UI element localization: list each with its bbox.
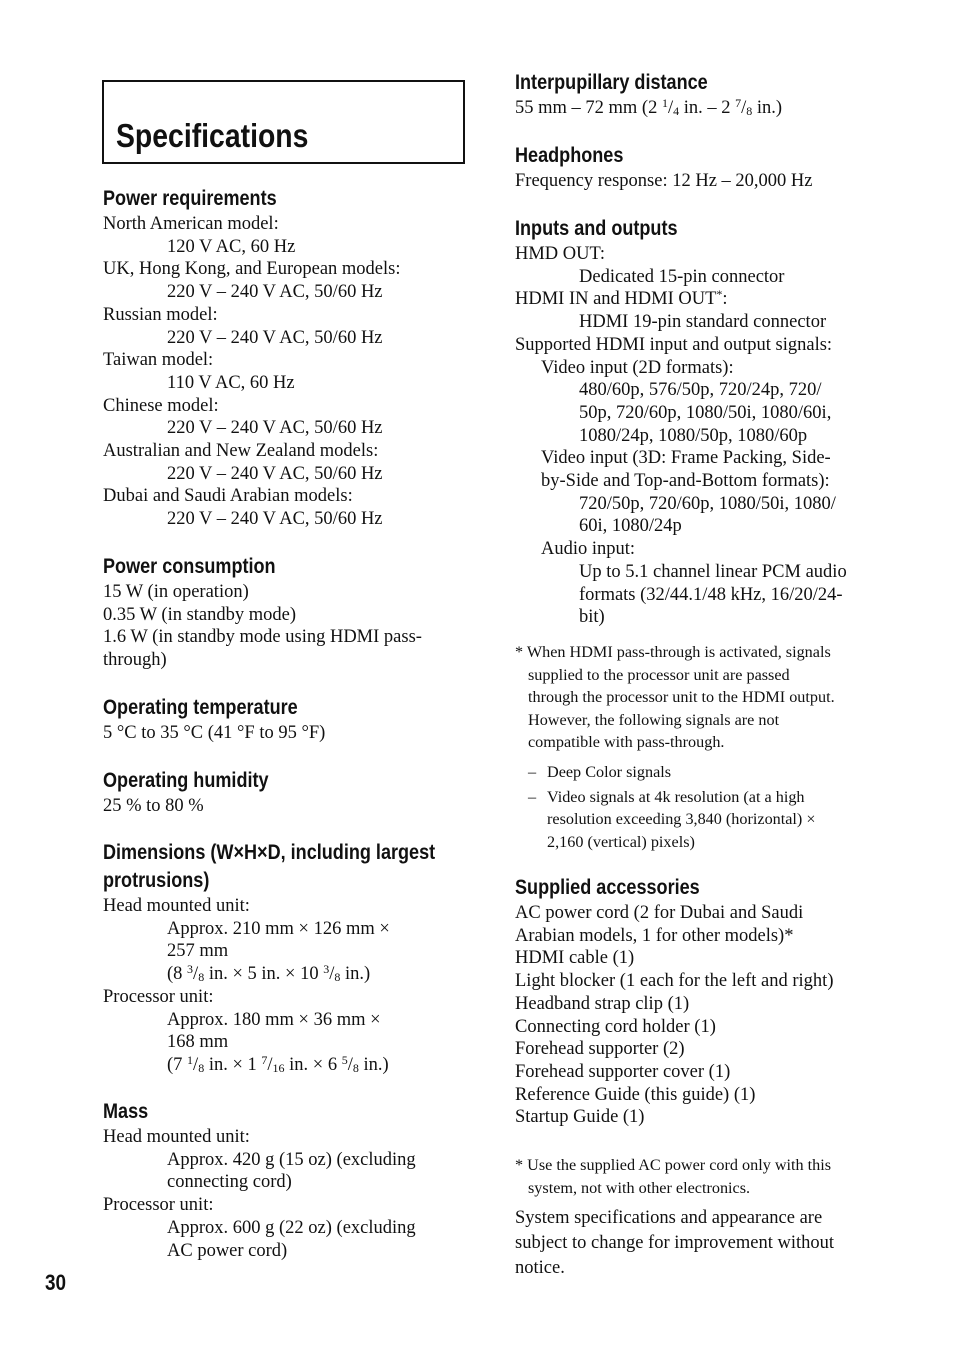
dim-hmu-line-1: Approx. 210 mm × 126 mm × (167, 918, 390, 939)
accessory-item: Connecting cord holder (1) (515, 1016, 716, 1037)
hdmi-value: HDMI 19-pin standard connector (579, 312, 827, 333)
note-dash-item-1: – Deep Color signals (528, 762, 672, 781)
page-number: 30 (45, 1270, 67, 1295)
inputs-outputs-heading: Inputs and outputs (515, 217, 678, 240)
video-3d-label-line-2: by-Side and Top-and-Bottom formats): (541, 471, 830, 492)
page-title: Specifications (116, 117, 309, 154)
accessory-item: Reference Guide (this guide) (1) (515, 1084, 756, 1105)
audio-line-2: formats (32/44.1/48 kHz, 16/20/24- (579, 584, 843, 605)
dim-hmu-imperial: (8 $^3/_8$ in. × 5 in. × 10 $^3/_8$ in.) (167, 962, 371, 985)
pc-line-4: through) (103, 650, 167, 671)
ac-note-line-2: system, not with other electronics. (528, 1178, 751, 1197)
hdmi-note-line-5: compatible with pass-through. (528, 733, 725, 752)
video-3d-label-line-1: Video input (3D: Frame Packing, Side- (541, 448, 831, 469)
pc-line-2: 0.35 W (in standby mode) (103, 604, 297, 625)
closing-line-2: subject to change for improvement without (515, 1233, 835, 1253)
signals-label: Supported HDMI input and output signals: (515, 334, 833, 355)
section-power-consumption (103, 553, 468, 672)
pc-line-1: 15 W (in operation) (103, 582, 249, 602)
video-2d-label: Video input (2D formats): (541, 357, 734, 378)
na-value: 120 V AC, 60 Hz (167, 236, 296, 257)
tw-label: Taiwan model: (103, 350, 214, 371)
closing-line-3: notice. (515, 1258, 565, 1278)
note-dash-item-2: – Video signals at 4k resolution (at a high (528, 787, 805, 806)
dim-hmu-label: Head mounted unit: (103, 896, 250, 916)
operating-humidity-value: 25 % to 80 % (103, 796, 204, 816)
hdmi-footnote (515, 641, 885, 853)
power-requirements-heading: Power requirements (103, 187, 277, 210)
video-3d-line-2: 60i, 1080/24p (579, 516, 682, 537)
mass-hmu-label: Head mounted unit: (103, 1127, 250, 1147)
accessory-item: Startup Guide (1) (515, 1107, 645, 1128)
power-consumption-heading: Power consumption (103, 555, 276, 578)
dimensions-heading-line-2: protrusions) (103, 869, 210, 892)
accessory-item: AC power cord (2 for Dubai and Saudi (515, 903, 804, 923)
mass-hmu-line-2: connecting cord) (167, 1172, 292, 1193)
video-2d-line-1: 480/60p, 576/50p, 720/24p, 720/ (579, 380, 822, 401)
section-interpupillary (515, 69, 885, 120)
ae-value: 220 V – 240 V AC, 50/60 Hz (167, 509, 383, 530)
video-2d-line-2: 50p, 720/60p, 1080/50i, 1080/60i, (579, 402, 832, 423)
dim-pu-line-1: Approx. 180 mm × 36 mm × (167, 1009, 381, 1030)
audio-line-3: bit) (579, 607, 605, 628)
closing-statement (515, 1206, 885, 1281)
tw-value: 110 V AC, 60 Hz (167, 372, 295, 393)
audio-label: Audio input: (541, 539, 636, 560)
section-headphones (515, 142, 885, 193)
note-dash-item-2-line-3: 2,160 (vertical) pixels) (547, 832, 695, 851)
accessory-item: Forehead supporter (2) (515, 1039, 685, 1060)
accessory-item: Headband strap clip (1) (515, 993, 690, 1014)
ru-value: 220 V – 240 V AC, 50/60 Hz (167, 327, 383, 348)
accessory-item: HDMI cable (1) (515, 948, 635, 969)
section-operating-temperature (103, 694, 468, 745)
section-power-requirements (103, 185, 468, 531)
closing-line-1: System specifications and appearance are (515, 1208, 823, 1228)
headphones-heading: Headphones (515, 144, 624, 167)
section-accessories (515, 874, 885, 1129)
operating-humidity-heading: Operating humidity (103, 769, 269, 792)
uk-value: 220 V – 240 V AC, 50/60 Hz (167, 282, 383, 303)
hdmi-note-line-4: However, the following signals are not (528, 710, 780, 729)
hmd-out-value: Dedicated 15-pin connector (579, 266, 785, 287)
video-3d-line-1: 720/50p, 720/60p, 1080/50i, 1080/ (579, 493, 836, 514)
title-box (102, 80, 465, 164)
accessories-heading: Supplied accessories (515, 876, 700, 899)
mass-pu-label: Processor unit: (103, 1195, 214, 1216)
dim-hmu-line-2: 257 mm (167, 941, 229, 962)
pc-line-3: 1.6 W (in standby mode using HDMI pass- (103, 627, 422, 648)
hdmi-note-line-3: through the processor unit to the HDMI output. (528, 688, 835, 707)
mass-pu-line-1: Approx. 600 g (22 oz) (excluding (167, 1217, 416, 1238)
cn-label: Chinese model: (103, 395, 219, 416)
section-mass (103, 1098, 468, 1262)
operating-temperature-heading: Operating temperature (103, 696, 298, 719)
hdmi-note-line-1: * When HDMI pass-through is activated, signals (515, 643, 831, 661)
dim-pu-line-2: 168 mm (167, 1032, 229, 1053)
audio-line-1: Up to 5.1 channel linear PCM audio (579, 561, 847, 582)
accessory-item: Light blocker (1 each for the left and right) (515, 971, 834, 992)
note-dash-item-2-line-2: resolution exceeding 3,840 (horizontal) × (547, 810, 816, 829)
interpupillary-heading: Interpupillary distance (515, 71, 708, 94)
ac-note-line-1: * Use the supplied AC power cord only with this (515, 1156, 832, 1174)
accessory-item: Arabian models, 1 for other models)* (515, 925, 794, 946)
ru-label: Russian model: (103, 304, 218, 325)
operating-temperature-value: 5 °C to 35 °C (41 °F to 95 °F) (103, 723, 326, 743)
mass-heading: Mass (103, 1100, 149, 1123)
ae-label: Dubai and Saudi Arabian models: (103, 486, 353, 507)
accessory-item: Forehead supporter cover (1) (515, 1061, 731, 1082)
ac-footnote (515, 1154, 885, 1199)
section-dimensions (103, 839, 468, 1077)
section-operating-humidity (103, 767, 468, 818)
dimensions-heading-line-1: Dimensions (W×H×D, including largest (103, 841, 436, 864)
headphones-value: Frequency response: 12 Hz – 20,000 Hz (515, 171, 813, 191)
au-value: 220 V – 240 V AC, 50/60 Hz (167, 463, 383, 484)
hdmi-note-line-2: supplied to the processor unit are passed (528, 665, 790, 684)
interpupillary-value: 55 mm – 72 mm (2 $^1/_4$ in. – 2 $^7/_8$ in.) (515, 96, 783, 118)
dim-pu-imperial: (7 $^1/_8$ in. × 1 $^7/_{16}$ in. × 6 $^5/_8$ in.) (167, 1052, 389, 1075)
cn-value: 220 V – 240 V AC, 50/60 Hz (167, 418, 383, 439)
dim-pu-label: Processor unit: (103, 986, 214, 1007)
au-label: Australian and New Zealand models: (103, 441, 379, 462)
hmd-out-label: HMD OUT: (515, 244, 606, 264)
video-2d-line-3: 1080/24p, 1080/50p, 1080/60p (579, 425, 808, 446)
mass-pu-line-2: AC power cord) (167, 1240, 288, 1261)
na-label: North American model: (103, 214, 279, 234)
hdmi-label: HDMI IN and HDMI OUT*: (515, 287, 728, 310)
mass-hmu-line-1: Approx. 420 g (15 oz) (excluding (167, 1149, 416, 1170)
section-inputs-outputs (515, 215, 885, 629)
uk-label: UK, Hong Kong, and European models: (103, 259, 401, 280)
